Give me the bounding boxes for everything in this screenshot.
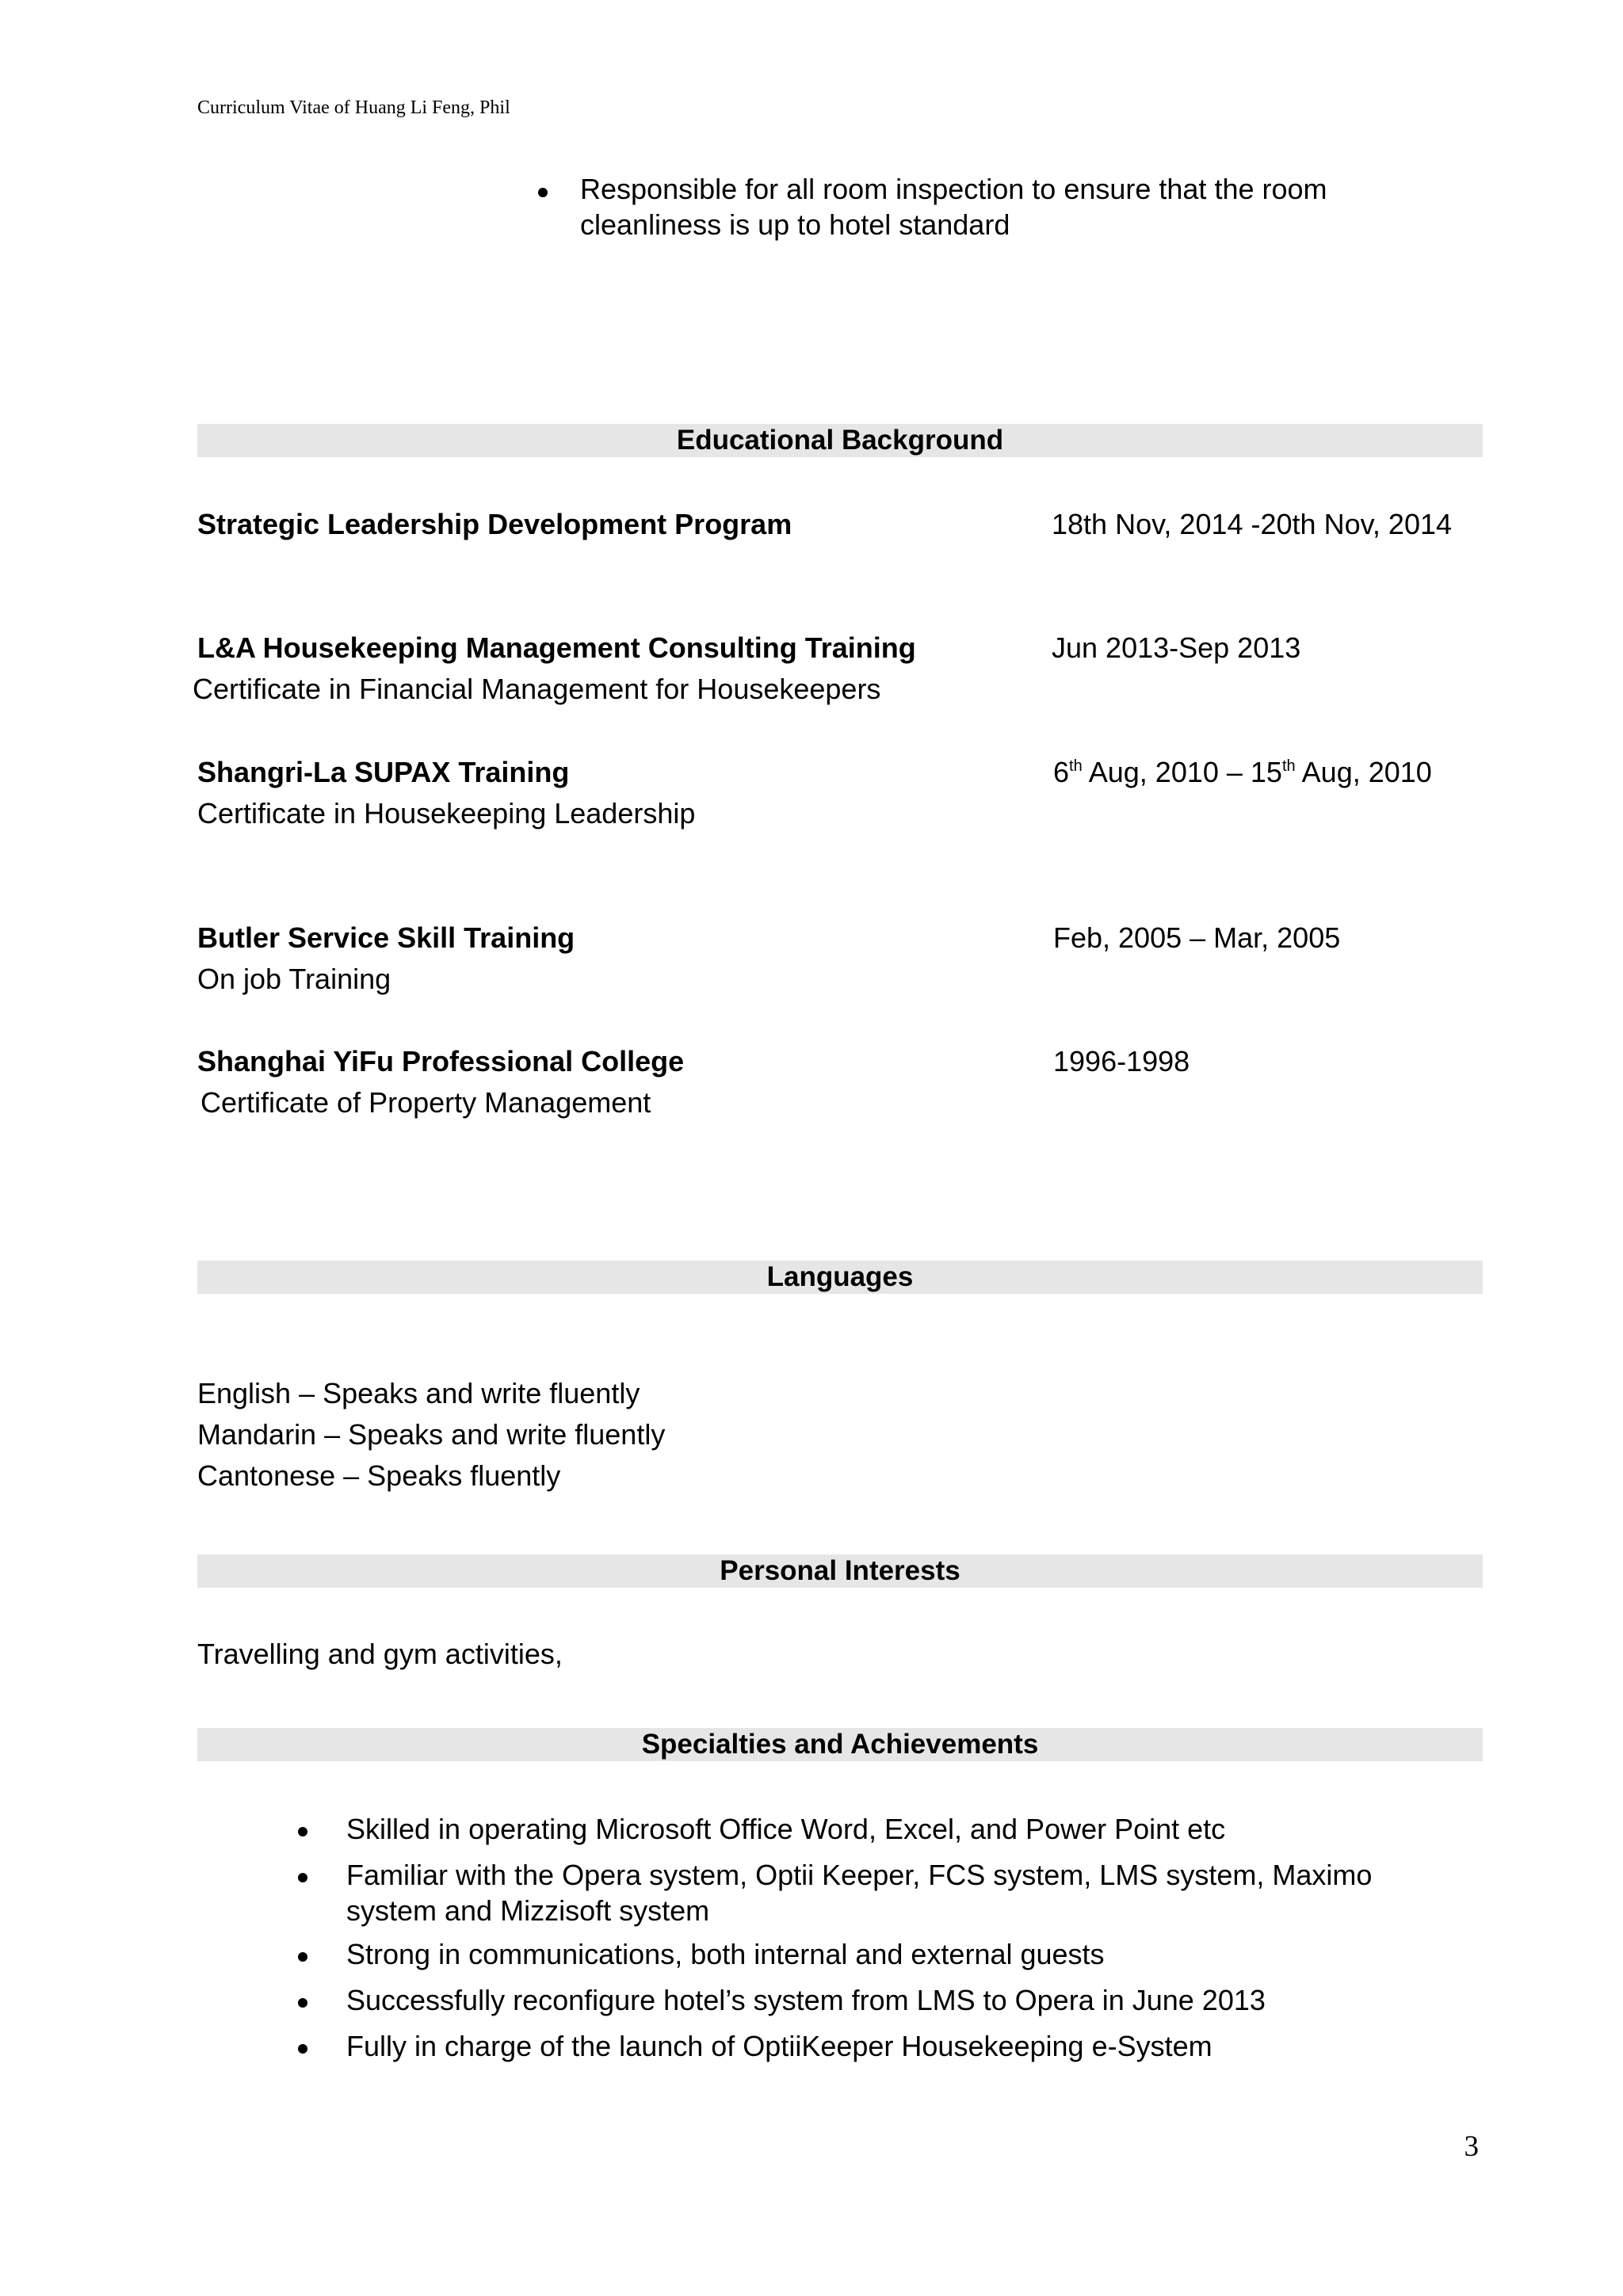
- section-title: Educational Background: [676, 425, 1004, 456]
- education-date: Feb, 2005 – Mar, 2005: [1053, 921, 1341, 954]
- section-band-languages: [197, 1261, 1483, 1294]
- education-date: 18th Nov, 2014 -20th Nov, 2014: [1052, 508, 1453, 540]
- specialty-item: Skilled in operating Microsoft Office Word, Excel, and Power Point etc: [346, 1813, 1226, 1845]
- bullet-icon: [298, 1827, 307, 1836]
- page-header: Curriculum Vitae of Huang Li Feng, Phil: [197, 97, 510, 118]
- bullet-line: cleanliness is up to hotel standard: [580, 208, 1010, 241]
- language-item: English – Speaks and write fluently: [197, 1377, 640, 1409]
- specialty-item: Successfully reconfigure hotel’s system from LMS to Opera in June 2013: [346, 1984, 1266, 2016]
- bullet-icon: [298, 1952, 307, 1962]
- bullet-line: Responsible for all room inspection to ensure that the room: [580, 173, 1327, 205]
- education-detail: Certificate in Housekeeping Leadership: [197, 797, 696, 830]
- education-date: Jun 2013-Sep 2013: [1052, 631, 1301, 664]
- education-name: Shangri-La SUPAX Training: [197, 756, 570, 788]
- education-name: Shanghai YiFu Professional College: [197, 1045, 685, 1077]
- bullet-icon: [298, 2044, 307, 2054]
- education-date: 1996-1998: [1053, 1045, 1190, 1077]
- education-name: L&A Housekeeping Management Consulting Training: [197, 631, 916, 664]
- education-detail: Certificate in Financial Management for Housekeepers: [193, 673, 881, 705]
- specialty-item-line: system and Mizzisoft system: [346, 1894, 710, 1927]
- interests-text: Travelling and gym activities,: [197, 1638, 563, 1670]
- section-title: Specialties and Achievements: [641, 1729, 1039, 1760]
- section-band-interests: [197, 1554, 1483, 1588]
- section-band-specialties: [197, 1728, 1483, 1761]
- section-band-education: [197, 424, 1483, 457]
- specialty-item: Strong in communications, both internal and external guests: [346, 1938, 1105, 1970]
- education-date: 6th Aug, 2010 – 15th Aug, 2010: [1053, 756, 1432, 788]
- page-number: 3: [1464, 2130, 1479, 2163]
- education-name: Strategic Leadership Development Program: [197, 508, 792, 540]
- education-name: Butler Service Skill Training: [197, 921, 575, 954]
- section-title: Languages: [766, 1261, 914, 1292]
- bullet-icon: [298, 1998, 307, 2008]
- education-detail: Certificate of Property Management: [200, 1086, 651, 1119]
- section-title: Personal Interests: [720, 1555, 960, 1586]
- language-item: Mandarin – Speaks and write fluently: [197, 1418, 666, 1451]
- specialty-item: Fully in charge of the launch of OptiiKeeper Housekeeping e-System: [346, 2030, 1212, 2062]
- bullet-icon: [298, 1873, 307, 1882]
- specialty-item: Familiar with the Opera system, Optii Keeper, FCS system, LMS system, Maximo: [346, 1859, 1373, 1891]
- language-item: Cantonese – Speaks fluently: [197, 1459, 561, 1492]
- bullet-icon: [538, 188, 548, 197]
- education-detail: On job Training: [197, 963, 391, 995]
